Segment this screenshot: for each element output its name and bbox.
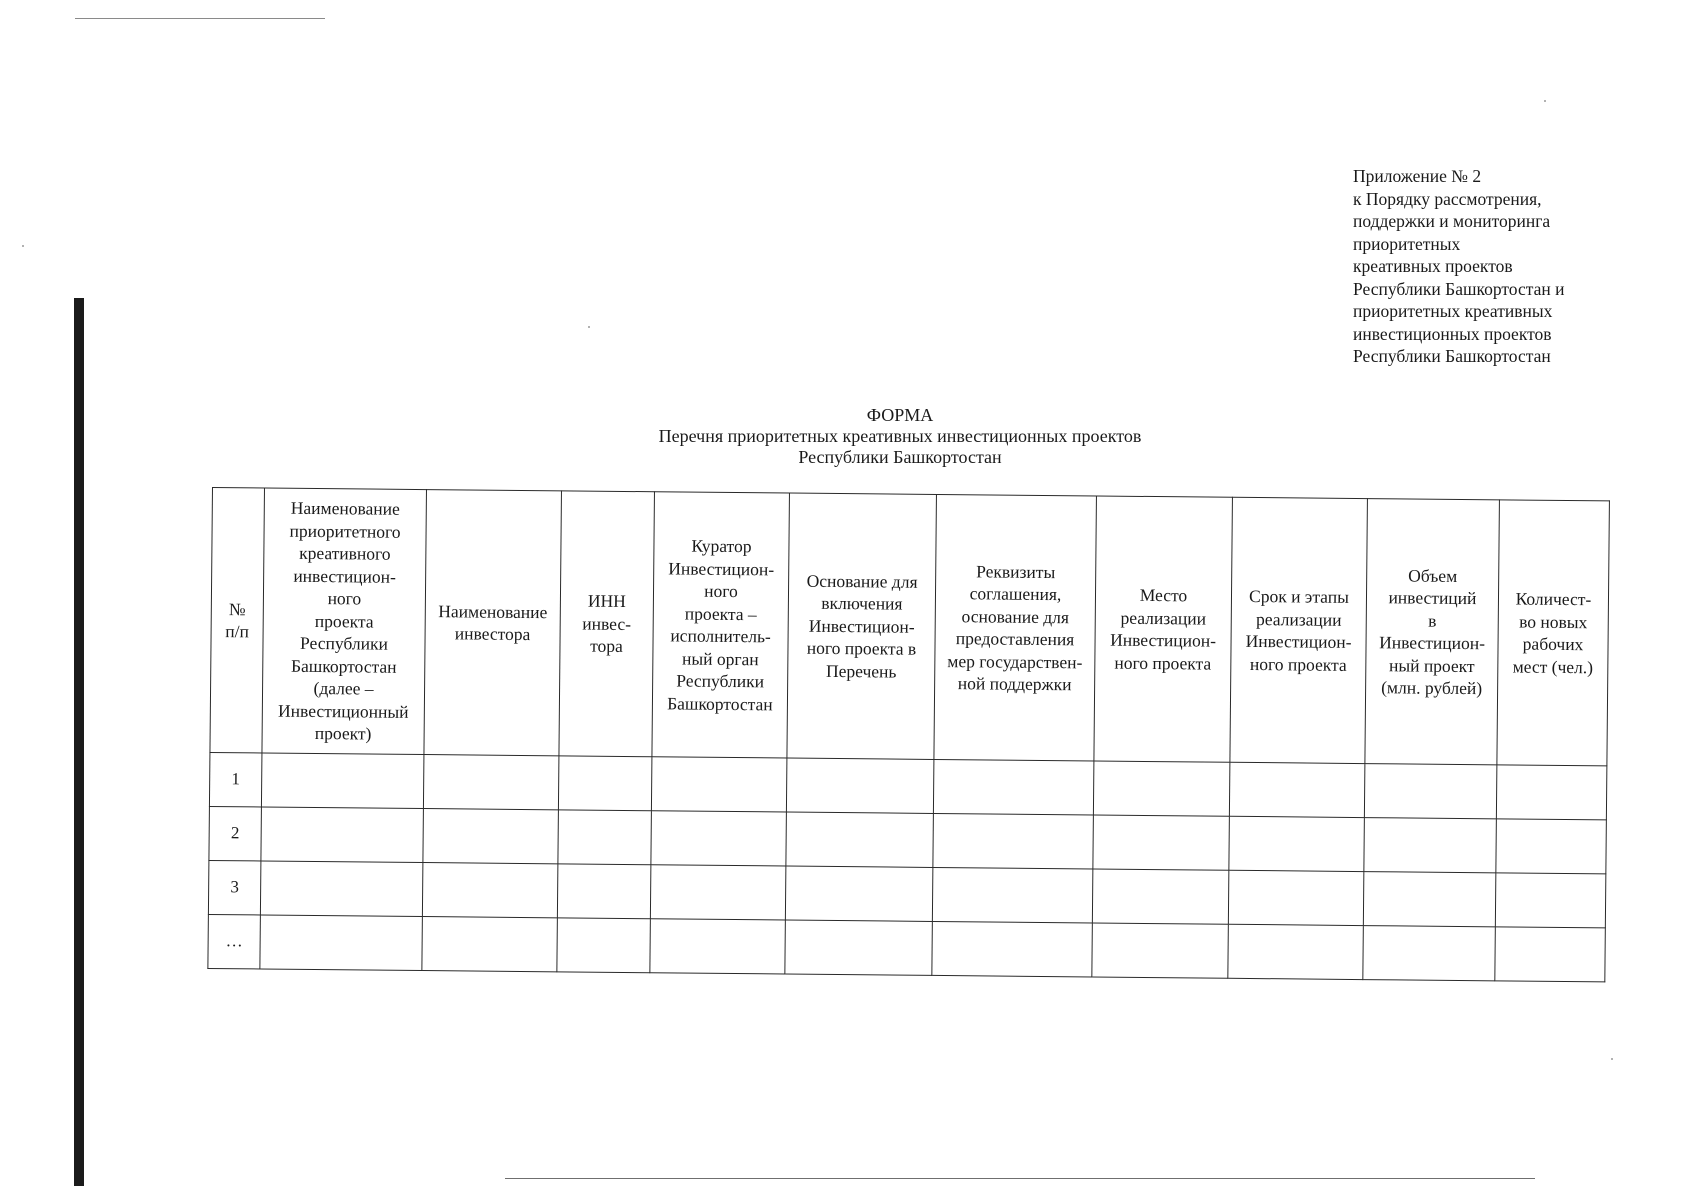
- column-header-investor-inn: [559, 491, 655, 757]
- table-cell: [1228, 870, 1364, 925]
- scan-bottom-rule: [505, 1178, 1535, 1179]
- appendix-line: Республики Башкортостан и: [1353, 278, 1565, 299]
- header-line: Количест-: [1515, 588, 1592, 610]
- header-line: рабочих: [1522, 633, 1584, 655]
- appendix-line: к Порядку рассмотрения,: [1353, 188, 1542, 209]
- header-line: ного проекта: [1114, 652, 1212, 674]
- table-cell: [557, 864, 651, 919]
- header-line: в: [1428, 610, 1437, 631]
- row-number: 3: [208, 860, 261, 914]
- table-cell: [650, 865, 786, 920]
- header-line: ИНН: [587, 590, 626, 612]
- header-line: инвестора: [454, 623, 531, 645]
- table-cell: [1496, 765, 1607, 820]
- header-line: мест (чел.): [1512, 655, 1594, 677]
- row-number: 1: [209, 752, 262, 806]
- table-cell: [1364, 818, 1497, 873]
- appendix-line: приоритетных: [1353, 233, 1461, 254]
- column-header-agreement-details: [934, 494, 1097, 761]
- appendix-line: приоритетных креативных: [1353, 301, 1553, 321]
- column-header-inclusion-basis: [787, 493, 937, 759]
- scan-top-rule: [75, 18, 325, 19]
- header-line: ного: [704, 580, 738, 602]
- header-line: реализации: [1255, 608, 1342, 630]
- header-line: ного проекта: [1249, 653, 1347, 675]
- header-line: предоставления: [955, 628, 1075, 650]
- table-cell: [261, 807, 424, 863]
- appendix-note: [1353, 165, 1653, 368]
- table-cell: [1363, 872, 1496, 927]
- table-cell: [1495, 927, 1606, 982]
- header-line: Республики: [676, 670, 765, 692]
- appendix-line: инвестиционных проектов: [1353, 323, 1552, 344]
- header-line: ный орган: [681, 648, 759, 669]
- table-cell: [785, 920, 933, 975]
- header-line: №: [228, 598, 246, 619]
- header-line: основание для: [961, 605, 1070, 627]
- scan-binding-edge: [74, 298, 84, 1186]
- header-line: Наименование: [438, 600, 548, 622]
- header-line: Инвестицион-: [1245, 630, 1352, 652]
- table-cell: [932, 867, 1093, 923]
- scan-speck: [22, 245, 24, 247]
- table-cell: [260, 915, 423, 971]
- header-line: Инвестицион-: [1379, 632, 1486, 654]
- header-line: ный проект: [1388, 654, 1475, 676]
- table-cell: [1092, 869, 1229, 924]
- header-line: п/п: [225, 621, 250, 642]
- header-line: инвес-: [582, 613, 632, 634]
- table-cell: [558, 810, 652, 865]
- column-header-investment-volume: [1365, 499, 1500, 765]
- header-line: ного: [327, 588, 362, 609]
- table-cell: [933, 759, 1094, 815]
- column-header-location: [1094, 496, 1233, 762]
- header-line: Башкортостан: [667, 692, 773, 714]
- header-line: Место: [1139, 584, 1188, 606]
- header-line: проект): [314, 723, 372, 744]
- header-line: соглашения,: [969, 583, 1062, 605]
- column-header-project-name: [262, 488, 427, 755]
- scan-speck: [1611, 1058, 1613, 1060]
- row-number: 2: [209, 806, 262, 860]
- header-line: ного проекта в: [806, 637, 917, 660]
- header-line: Республики: [300, 633, 388, 654]
- table-cell: [785, 866, 933, 921]
- table-cell: [651, 757, 787, 812]
- table-cell: [261, 753, 424, 809]
- table-cell: [786, 812, 934, 867]
- header-line: Башкортостан: [290, 655, 397, 677]
- table-cell: [1495, 873, 1606, 928]
- table-cell: [558, 756, 652, 811]
- header-line: Основание для: [806, 570, 918, 592]
- column-header-timeline: [1230, 497, 1368, 763]
- table-cell: [423, 809, 559, 864]
- table-cell: [423, 755, 559, 810]
- table-cell: [786, 758, 934, 813]
- appendix-line: Республики Башкортостан: [1353, 346, 1551, 366]
- column-header-number: [210, 488, 265, 753]
- header-line: ной поддержки: [957, 673, 1072, 695]
- header-line: во новых: [1519, 611, 1588, 632]
- scan-speck: [1544, 100, 1546, 102]
- appendix-line: креативных проектов: [1353, 256, 1513, 276]
- table-cell: [1093, 761, 1230, 816]
- table-cell: [1229, 762, 1365, 817]
- header-line: Куратор: [691, 535, 752, 557]
- table-cell: [932, 921, 1093, 977]
- header-line: Срок и этапы: [1248, 585, 1349, 607]
- row-number: …: [208, 914, 261, 968]
- header-line: Реквизиты: [976, 560, 1056, 582]
- table-cell: [1364, 764, 1497, 819]
- table-cell: [422, 917, 558, 972]
- header-line: инвестиций: [1388, 587, 1477, 609]
- table-cell: [1093, 815, 1230, 870]
- header-line: мер государствен-: [947, 650, 1083, 672]
- header-line: Инвестицион-: [1110, 629, 1217, 651]
- header-line: Перечень: [825, 660, 897, 682]
- header-line: (млн. рублей): [1381, 677, 1483, 699]
- header-line: инвестицион-: [293, 565, 397, 587]
- appendix-line: поддержки и мониторинга: [1353, 211, 1551, 231]
- column-header-curator: [652, 492, 790, 758]
- column-header-new-jobs: [1497, 500, 1610, 766]
- header-line: тора: [590, 635, 623, 657]
- table-cell: [422, 863, 558, 918]
- header-line: Инвестицион-: [808, 615, 915, 637]
- table-cell: [650, 919, 786, 974]
- header-line: Инвестицион-: [668, 557, 775, 579]
- header-line: проекта: [314, 610, 374, 632]
- table-cell: [933, 813, 1094, 869]
- header-line: исполнитель-: [670, 625, 771, 647]
- table-header-row: [210, 488, 1609, 766]
- header-line: Наименование: [290, 498, 400, 520]
- table-cell: [260, 861, 423, 917]
- header-line: креативного: [299, 543, 391, 564]
- table-cell: [1228, 924, 1364, 979]
- form-subtitle-line: Перечня приоритетных креативных инвестиционных проектов: [658, 426, 1142, 446]
- form-heading: [540, 405, 1260, 468]
- form-subtitle-line: Республики Башкортостан: [798, 447, 1002, 467]
- table-cell: [1229, 816, 1365, 871]
- scan-speck: [588, 326, 590, 328]
- projects-table: [207, 487, 1610, 982]
- header-line: Инвестиционный: [278, 700, 409, 722]
- column-header-investor-name: [424, 490, 562, 756]
- header-line: включения: [821, 593, 903, 614]
- header-line: (далее –: [313, 678, 374, 699]
- table-cell: [1092, 923, 1229, 978]
- appendix-line: Приложение № 2: [1353, 166, 1482, 186]
- table-cell: [1496, 819, 1607, 874]
- header-line: Объем: [1408, 564, 1458, 586]
- form-title: ФОРМА: [866, 405, 934, 425]
- table-cell: [557, 918, 651, 973]
- header-line: приоритетного: [289, 520, 401, 542]
- table-cell: [1363, 926, 1496, 981]
- table-cell: [651, 811, 787, 866]
- header-line: реализации: [1120, 607, 1207, 629]
- header-line: проекта –: [684, 603, 757, 624]
